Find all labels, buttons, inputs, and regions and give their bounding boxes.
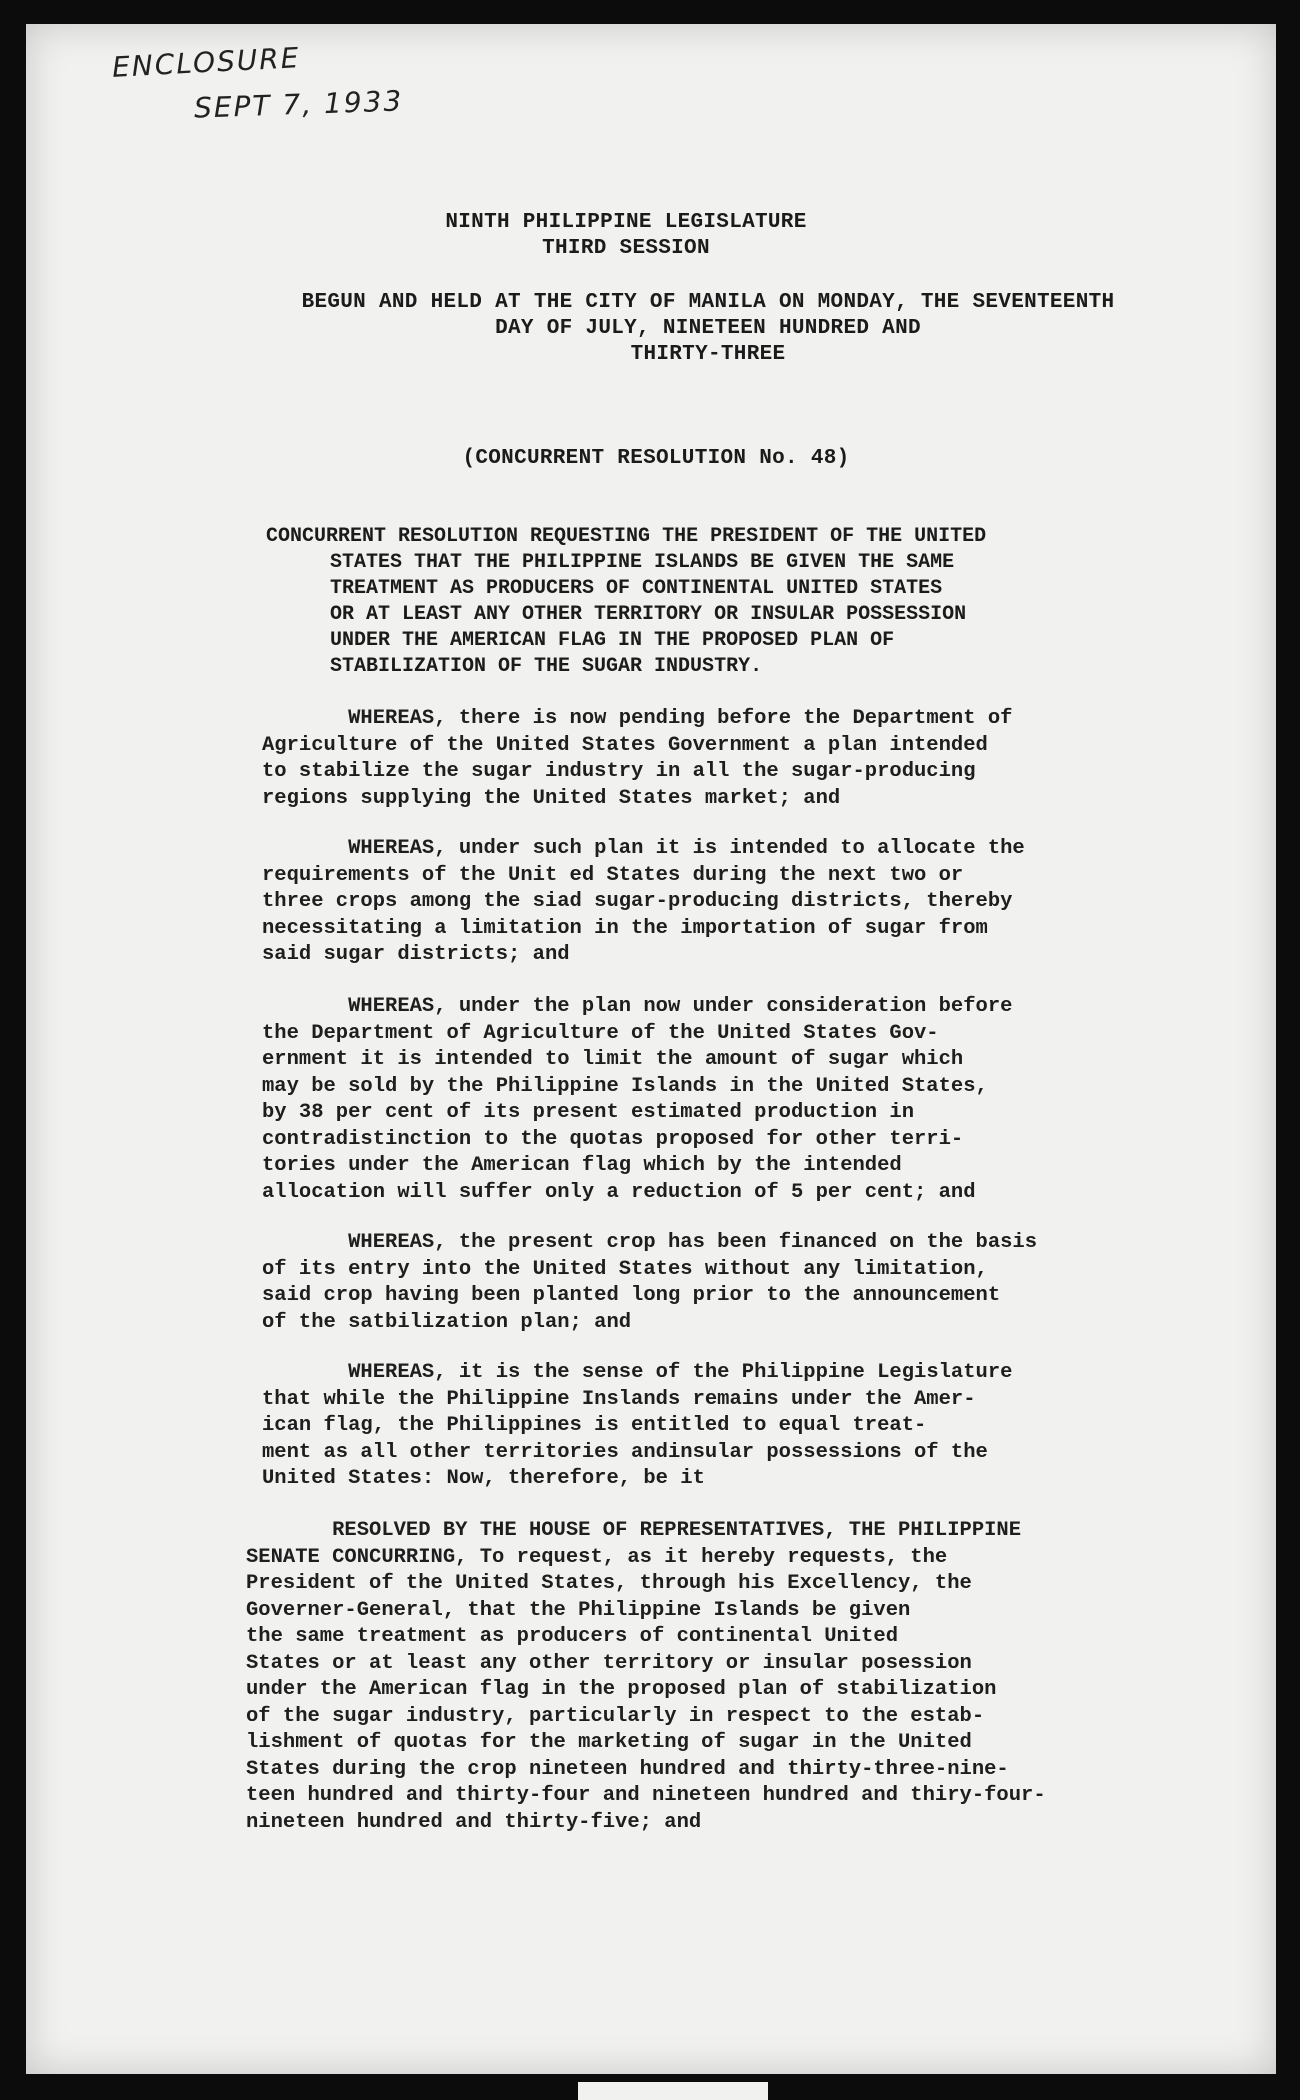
whereas-paragraph-2: WHEREAS, under such plan it is intended to allocate the requirements of the Unit ed States during the next two or three crops among the siad sugar-producing districts, thereby necessitating a limitation in the importation of sugar from said sugar districts; and bbox=[262, 837, 1025, 966]
whereas-paragraph-3: WHEREAS, under the plan now under consideration before the Department of Agriculture of the United States Gov- ernment it is intended to limit the amount of sugar which may be sold by the Philippine Islands in the United States, by 38 per cent of its present estimated production in contradistinction to the quotas proposed for other terri- tories under the American flag which by the intended allocation will suffer only a reduction of 5 per cent; and bbox=[262, 995, 1013, 1204]
whereas-paragraph-1: WHEREAS, there is now pending before the Department of Agriculture of the United States Government a plan intended to stabilize the sugar industry in all the sugar-producing regions supplying the United States market; and bbox=[262, 707, 1013, 810]
resolved-paragraph: RESOLVED BY THE HOUSE OF REPRESENTATIVES, THE PHILIPPINE SENATE CONCURRING, To request, as it hereby requests, the President of the United States, through his Excellency, the Governer-General, that the Philippine Islands be given the same treatment as producers of continental United States or at least any other territory or insular posession under the American flag in the proposed plan of stabilization of the sugar industry, particularly in respect to the estab- lishment of quotas for the marketing of sugar in the United States during the crop nineteen hundred and thirty-three-nine- teen hundred and thirty-four and nineteen hundred and thiry-four- nineteen hundred and thirty-five; and bbox=[246, 1519, 1046, 1834]
begun-line-3: THIRTY-THREE bbox=[630, 343, 786, 366]
page-bottom-tab bbox=[578, 2082, 768, 2100]
begun-heading bbox=[258, 290, 1158, 368]
title-line-2: STATES THAT THE PHILIPPINE ISLANDS BE GIVEN THE SAME bbox=[330, 551, 955, 574]
whereas-paragraph-4: WHEREAS, the present crop has been financed on the basis of its entry into the United States without any limitation, said crop having been planted long prior to the announcement of the satbilization plan; and bbox=[262, 1231, 1038, 1334]
document-page bbox=[26, 24, 1276, 2074]
title-line-3: TREATMENT AS PRODUCERS OF CONTINENTAL UNITED STATES bbox=[330, 577, 943, 600]
title-line-6: STABILIZATION OF THE SUGAR INDUSTRY. bbox=[330, 655, 763, 678]
title-line-4: OR AT LEAST ANY OTHER TERRITORY OR INSULAR POSSESSION bbox=[330, 603, 967, 626]
title-line-5: UNDER THE AMERICAN FLAG IN THE PROPOSED PLAN OF bbox=[330, 629, 895, 652]
handwritten-enclosure-note: ENCLOSURE bbox=[111, 41, 302, 84]
whereas-paragraph-5: WHEREAS, it is the sense of the Philippine Legislature that while the Philippine Inslands remains under the Amer- ican flag, the Philippines is entitled to equal treat- ment as all other territories andinsular possessions of the United States: Now, therefore, be it bbox=[262, 1361, 1013, 1490]
begun-line-2: DAY OF JULY, NINETEEN HUNDRED AND bbox=[495, 317, 921, 340]
handwritten-date-note: SEPT 7, 1933 bbox=[193, 84, 404, 125]
resolution-title bbox=[266, 524, 1126, 680]
begun-line-1: BEGUN AND HELD AT THE CITY OF MANILA ON MONDAY, THE SEVENTEENTH bbox=[301, 291, 1115, 314]
legislature-heading bbox=[366, 210, 886, 262]
session-title: THIRD SESSION bbox=[542, 237, 710, 260]
legislature-title: NINTH PHILIPPINE LEGISLATURE bbox=[445, 211, 807, 234]
title-line-1: CONCURRENT RESOLUTION REQUESTING THE PRESIDENT OF THE UNITED bbox=[266, 525, 987, 548]
resolution-number: (CONCURRENT RESOLUTION No. 48) bbox=[462, 447, 850, 470]
